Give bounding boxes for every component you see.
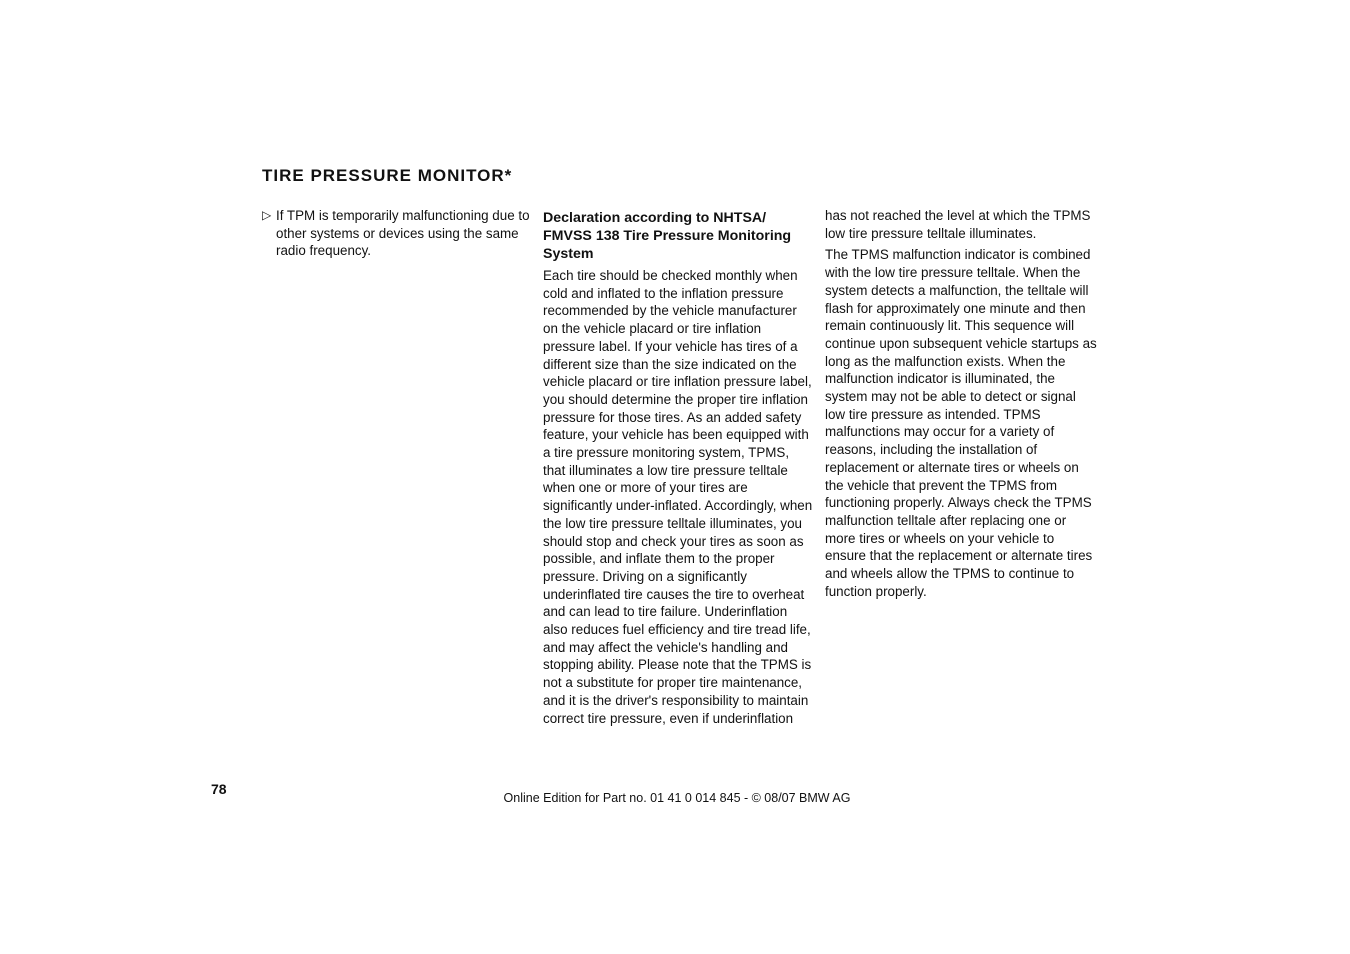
column-right (825, 207, 1097, 600)
malfunction-paragraph: The TPMS malfunction indicator is combined with the low tire pressure telltale. When the system detects a malfunction, the telltale will flash for approximately one minute and then remain continuously lit. This sequence will continue upon subsequent vehicle startups as long as the malfunction exists. When the malfunction indicator is illuminated, the system may not be able to detect or signal low tire pressure as intended. TPMS malfunctions may occur for a variety of reasons, including the installation of replacement or alternate tires or wheels on the vehicle that prevent the TPMS from functioning properly. Always check the TPMS malfunction telltale after replacing one or more tires or wheels on your vehicle to ensure that the replacement or alternate tires and wheels allow the TPMS to continue to function properly. (825, 247, 1097, 599)
declaration-body: Each tire should be checked monthly when cold and inflated to the inflation pressure recommended by the vehicle manufacturer on the vehicle placard or tire inflation pressure label. If your vehicle has tires of a different size than the size indicated on the vehicle placard or tire inflation pressure label, you should determine the proper tire inflation pressure for those tires. As an added safety feature, your vehicle has been equipped with a tire pressure monitoring system, TPMS, that illuminates a low tire pressure telltale when one or more of your tires are significantly under-inflated. Accordingly, when the low tire pressure telltale illuminates, you should stop and check your tires as soon as possible, and inflate them to the proper pressure. Driving on a significantly underinflated tire causes the tire to overheat and can lead to tire failure. Underinflation also reduces fuel efficiency and tire tread life, and may affect the vehicle's handling and stopping ability. Please note that the TPMS is not a substitute for proper tire maintenance, and it is the driver's responsibility to maintain correct tire pressure, even if underinflation (543, 268, 813, 726)
bullet-text: If TPM is temporarily malfunctioning due to other systems or devices using the same radio frequency. (276, 208, 530, 259)
bullet-item (262, 207, 534, 260)
column-left (262, 207, 534, 260)
column-middle (543, 207, 815, 727)
footer-edition-note: Online Edition for Part no. 01 41 0 014 845 - © 08/07 BMW AG (503, 791, 851, 805)
declaration-heading: Declaration according to NHTSA/ FMVSS 138 Tire Pressure Monitoring System (543, 210, 792, 262)
triangle-bullet-icon: ▷ (262, 208, 272, 222)
continuation-paragraph: has not reached the level at which the TPMS low tire pressure telltale illuminates. (825, 208, 1091, 241)
section-title: TIRE PRESSURE MONITOR* (262, 166, 513, 185)
page-number: 78 (211, 781, 227, 797)
